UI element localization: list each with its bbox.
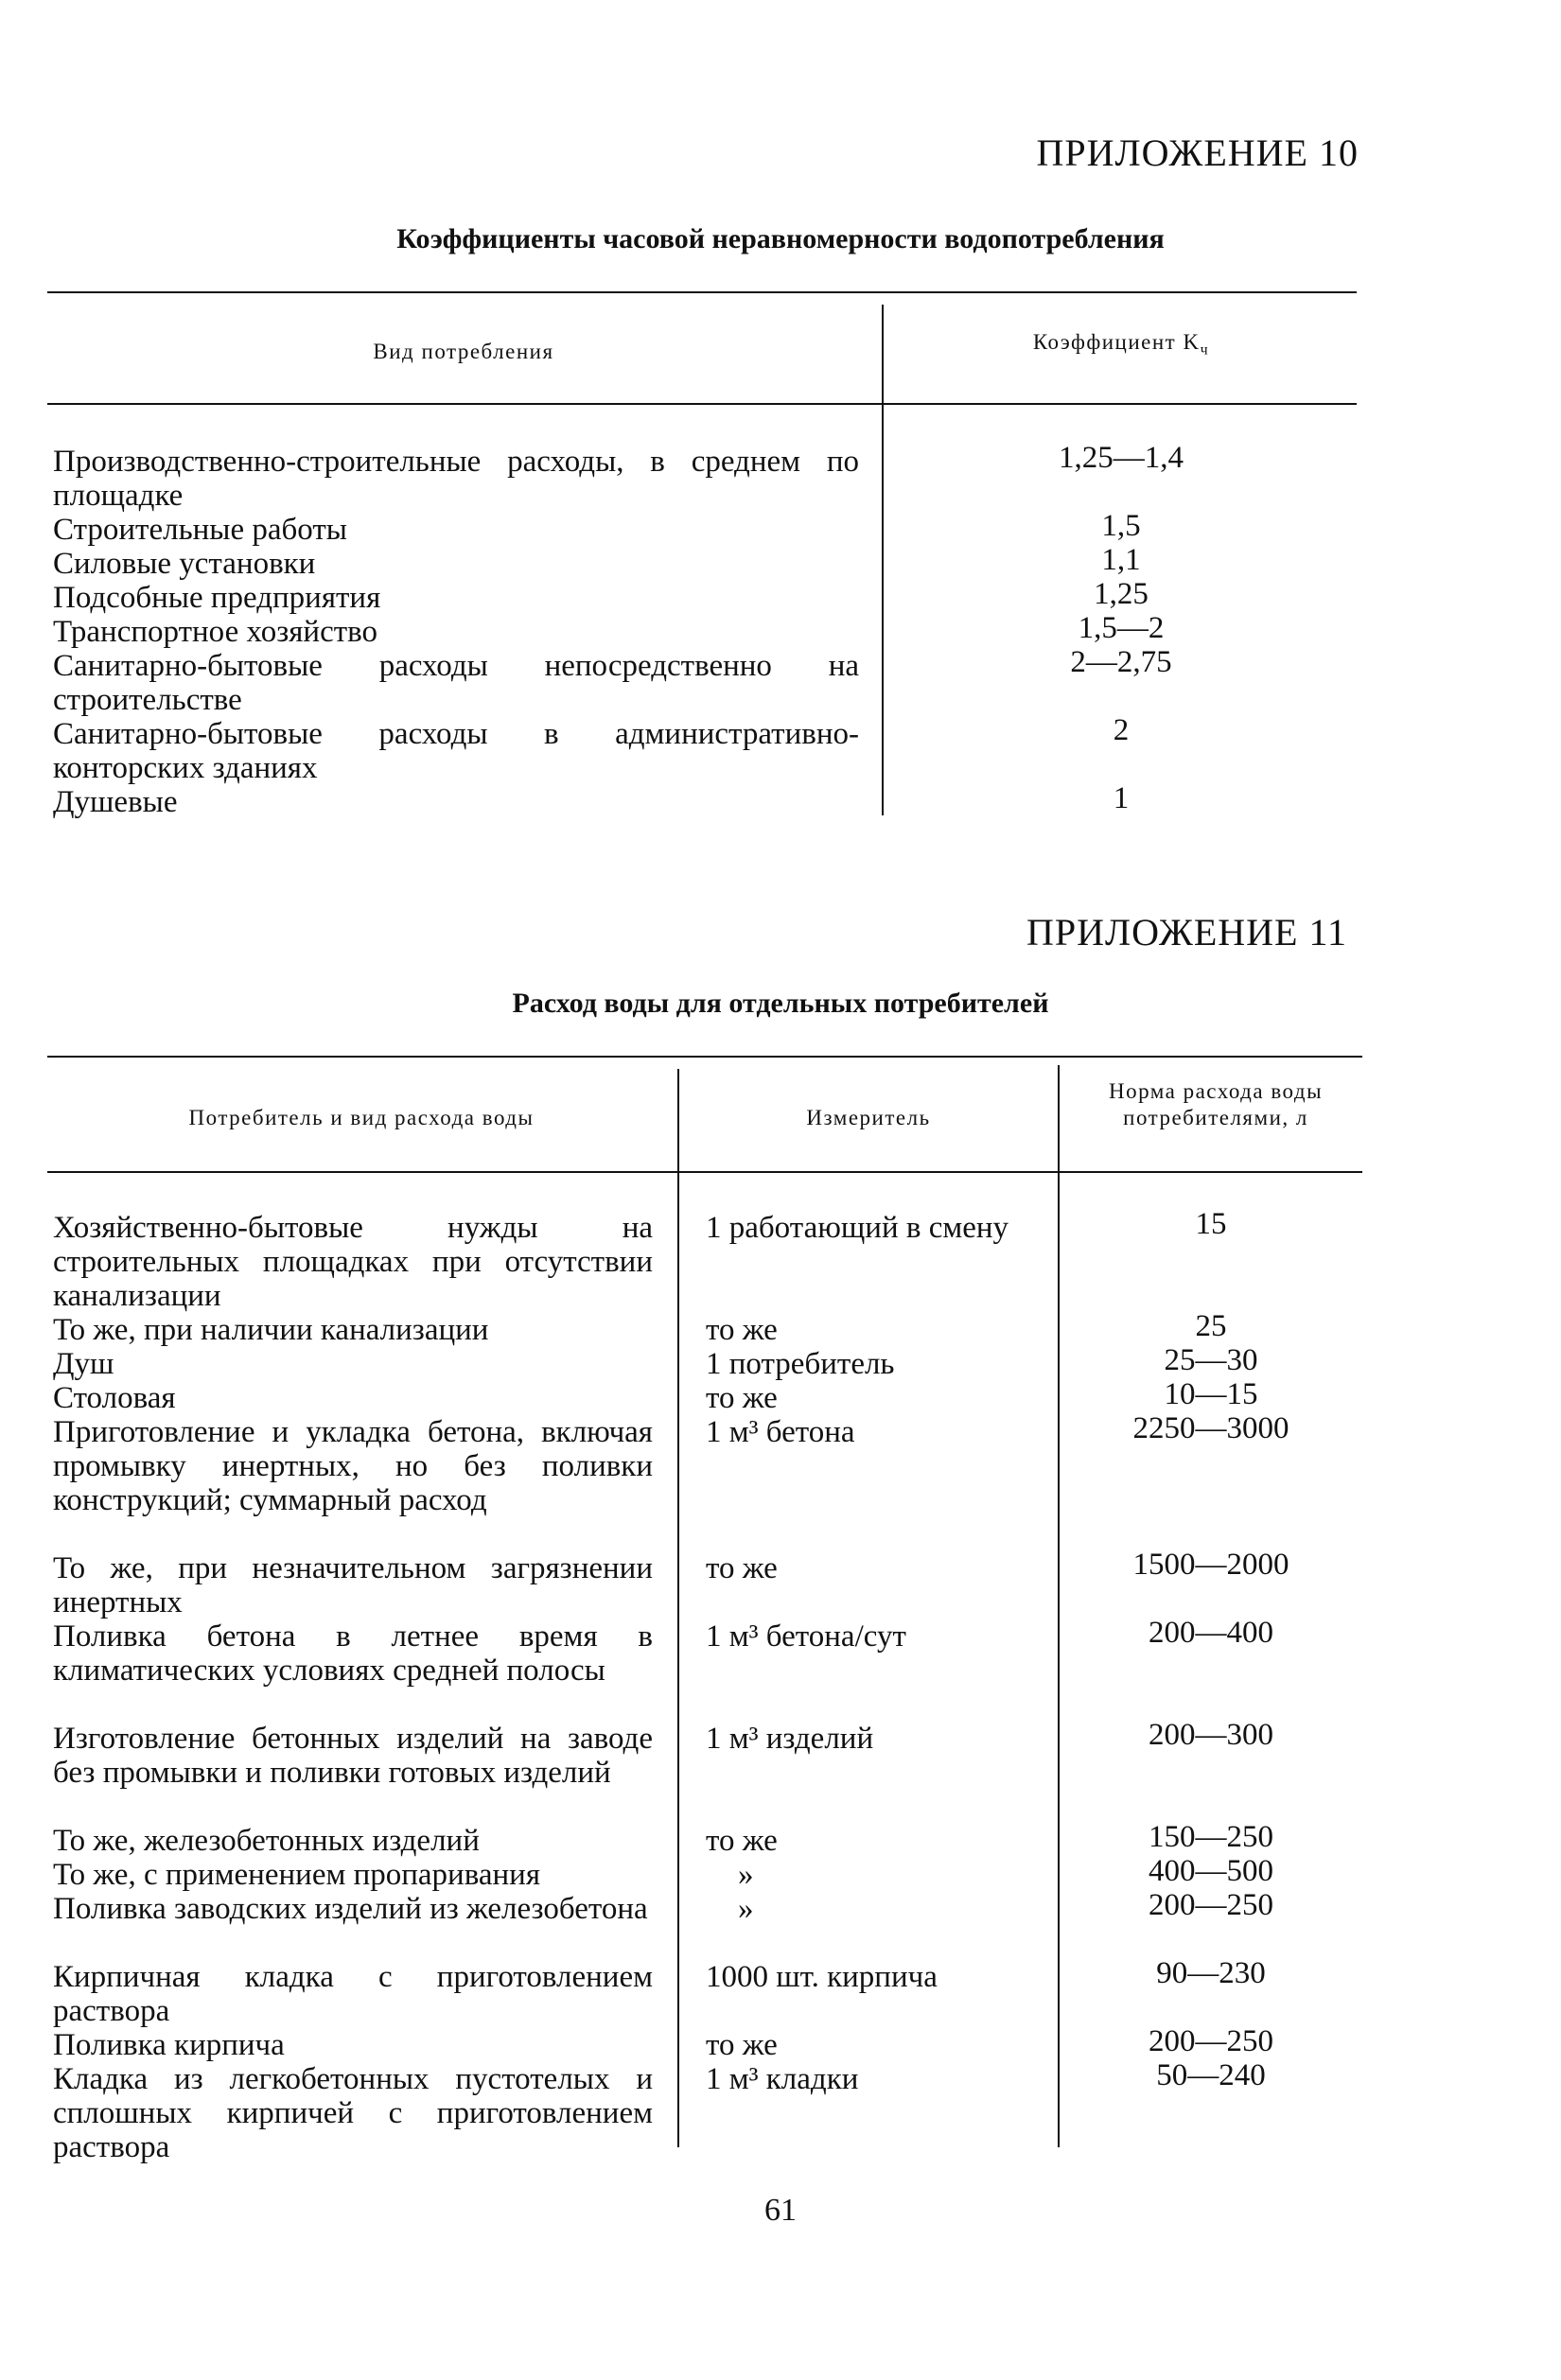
page-number: 61	[764, 2193, 797, 2228]
appendix-11-title: Расход воды для отдельных потребителей	[512, 988, 1049, 1019]
table-row: Кладка из легкобетонных пустотелых и сплошных кирпичей с приготовлением раствора	[53, 2062, 653, 2164]
table-value: 1,25—1,4	[1059, 441, 1184, 475]
table-row: Душевые	[53, 785, 178, 819]
table-row: Санитарно-бытовые расходы непосредственно на строительстве	[53, 649, 859, 717]
table-cell-norm: 200—250	[1149, 2024, 1273, 2058]
table-row: Поливка заводских изделий из железобетона	[53, 1892, 648, 1926]
table-cell-unit: то же	[706, 1824, 778, 1858]
table-value: 1,25	[1094, 577, 1149, 611]
table-cell-norm: 200—400	[1149, 1616, 1273, 1650]
appendix-10-title: Коэффициенты часовой неравномерности водопотребления	[396, 223, 1165, 254]
table-row: Поливка кирпича	[53, 2028, 285, 2062]
table-row: То же, с применением пропаривания	[53, 1858, 541, 1892]
table-value: 1,5	[1101, 509, 1141, 543]
table-cell-norm: 400—500	[1149, 1854, 1273, 1888]
table-cell-norm: 2250—3000	[1132, 1411, 1289, 1445]
table-cell-unit: 1 м³ кладки	[706, 2062, 859, 2096]
table-cell-norm: 200—300	[1149, 1718, 1273, 1752]
table-top-rule	[47, 1056, 1362, 1058]
column-divider	[677, 1069, 679, 2147]
table-cell-unit: то же	[706, 1551, 778, 1585]
table-cell-unit: 1 м³ бетона	[706, 1415, 855, 1449]
table-cell-unit: »	[738, 1858, 754, 1892]
table-top-rule	[47, 291, 1357, 293]
table-cell-norm: 90—230	[1156, 1956, 1266, 1990]
table-cell-unit: 1 потребитель	[706, 1347, 895, 1381]
table-row: Столовая	[53, 1381, 176, 1415]
table-header-rule	[47, 403, 1357, 405]
column-header-unit: Измеритель	[806, 1106, 931, 1129]
table-row: Приготовление и укладка бетона, включая промывку инертных, но без поливки конструкций; суммарный расход	[53, 1415, 653, 1517]
column-header-consumer: Потребитель и вид расхода воды	[188, 1106, 535, 1129]
table-header-rule	[47, 1171, 1362, 1173]
table-value: 1,1	[1101, 543, 1141, 577]
table-row: Хозяйственно-бытовые нужды на строительных площадках при отсутствии канализации	[53, 1211, 653, 1313]
table-row: Транспортное хозяйство	[53, 615, 378, 649]
table-row: Силовые установки	[53, 547, 316, 581]
table-value: 1	[1113, 781, 1130, 815]
table-row: То же, железобетонных изделий	[53, 1824, 480, 1858]
table-row: Изготовление бетонных изделий на заводе без промывки и поливки готовых изделий	[53, 1722, 653, 1790]
table-row: Кирпичная кладка с приготовлением раствора	[53, 1960, 653, 2028]
column-header-consumption-type: Вид потребления	[373, 340, 554, 363]
table-cell-unit: то же	[706, 1381, 778, 1415]
table-row: Производственно-строительные расходы, в среднем по площадке	[53, 445, 859, 513]
table-cell-norm: 15	[1195, 1207, 1227, 1241]
table-cell-unit: »	[738, 1892, 754, 1926]
table-cell-norm: 25	[1195, 1309, 1227, 1343]
column-divider	[1058, 1065, 1060, 2147]
appendix-11-heading: ПРИЛОЖЕНИЕ 11	[1026, 911, 1347, 954]
table-cell-norm: 50—240	[1156, 2058, 1266, 2092]
table-cell-norm: 150—250	[1149, 1820, 1273, 1854]
table-row: Подсобные предприятия	[53, 581, 381, 615]
table-row: То же, при наличии канализации	[53, 1313, 489, 1347]
table-row: Санитарно-бытовые расходы в административно-конторских зданиях	[53, 717, 859, 785]
table-cell-unit: 1 м³ изделий	[706, 1722, 874, 1756]
table-cell-unit: 1 работающий в смену	[706, 1211, 1009, 1245]
table-value: 2—2,75	[1070, 645, 1172, 679]
table-cell-norm: 10—15	[1164, 1377, 1258, 1411]
table-cell-norm: 1500—2000	[1132, 1548, 1289, 1582]
column-header-coefficient: Коэффициент $K_ч$	[1032, 330, 1210, 359]
table-cell-unit: то же	[706, 2028, 778, 2062]
table-value: 1,5—2	[1078, 611, 1165, 645]
table-row: То же, при незначительном загрязнении инертных	[53, 1551, 653, 1619]
table-cell-unit: то же	[706, 1313, 778, 1347]
table-row: Душ	[53, 1347, 114, 1381]
table-cell-norm: 25—30	[1164, 1343, 1258, 1377]
table-row: Поливка бетона в летнее время в климатических условиях средней полосы	[53, 1619, 653, 1688]
table-cell-unit: 1 м³ бетона/сут	[706, 1619, 906, 1654]
appendix-10-heading: ПРИЛОЖЕНИЕ 10	[1036, 131, 1359, 174]
table-cell-norm: 200—250	[1149, 1888, 1273, 1922]
table-row: Строительные работы	[53, 513, 347, 547]
table-cell-unit: 1000 шт. кирпича	[706, 1960, 938, 1994]
table-value: 2	[1113, 713, 1130, 747]
column-header-norm: Норма расхода воды потребителями, л	[1108, 1079, 1324, 1129]
column-divider	[882, 305, 884, 815]
